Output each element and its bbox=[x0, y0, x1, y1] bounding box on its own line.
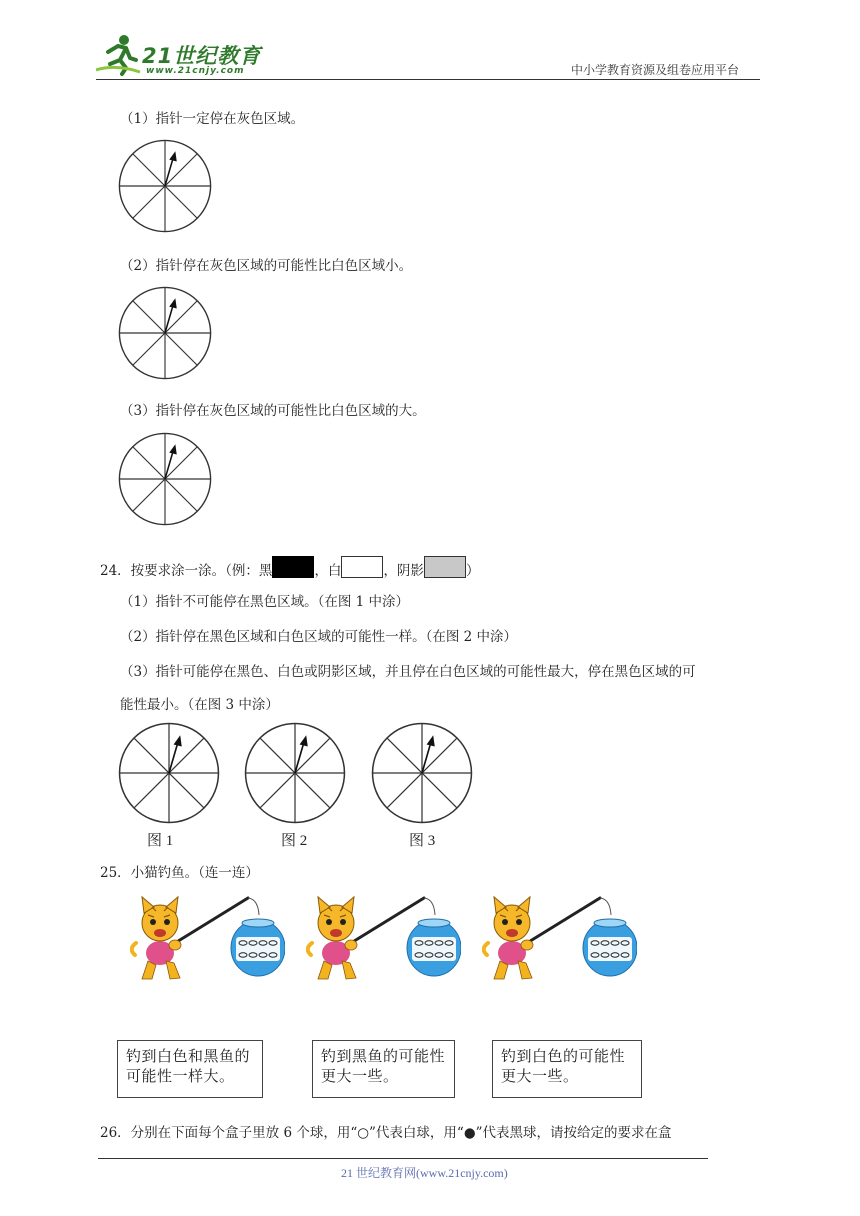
cat-fishing-illustration-2 bbox=[306, 893, 461, 983]
footer-text: 21 世纪教育网(www.21cnjy.com) bbox=[341, 1166, 508, 1180]
q24-stem bbox=[100, 556, 479, 579]
figure-caption-3: 图 3 bbox=[409, 833, 436, 849]
q24-sep-white: ，白 bbox=[314, 563, 342, 579]
answer-box-2-line-1: 钓到黑鱼的可能性 bbox=[321, 1047, 446, 1065]
answer-box-3[interactable] bbox=[492, 1040, 642, 1098]
q23-item-1: （1）指针一定停在灰色区域。 bbox=[120, 111, 305, 127]
spinner-q23-2 bbox=[118, 286, 212, 380]
runner-logo-icon bbox=[96, 34, 142, 76]
spinner-q23-3 bbox=[118, 432, 212, 526]
q24-sep-shade: ，阴影 bbox=[383, 563, 424, 579]
logo-url: www.21cnjy.com bbox=[146, 66, 245, 76]
logo-text: 21世纪教育 bbox=[142, 44, 262, 68]
answer-box-1[interactable] bbox=[117, 1040, 263, 1098]
answer-box-3-line-2: 更大一些。 bbox=[501, 1067, 579, 1085]
answer-box-3-line-1: 钓到白色的可能性 bbox=[501, 1047, 626, 1065]
q23-item-2: （2）指针停在灰色区域的可能性比白色区域小。 bbox=[120, 258, 413, 274]
cat-fishing-illustration-3 bbox=[482, 893, 637, 983]
figure-caption-2: 图 2 bbox=[281, 833, 308, 849]
q24-item-2: （2）指针停在黑色区域和白色区域的可能性一样。（在图 2 中涂） bbox=[120, 629, 518, 645]
cat-fishing-illustration-1 bbox=[130, 893, 285, 983]
header bbox=[0, 0, 860, 82]
q24-stem-prefix: 24．按要求涂一涂。（例：黑 bbox=[100, 563, 273, 579]
shade-swatch bbox=[424, 556, 466, 578]
q24-item-1: （1）指针不可能停在黑色区域。（在图 1 中涂） bbox=[120, 594, 410, 610]
spinner-figure-1 bbox=[118, 722, 220, 824]
spinner-q23-1 bbox=[118, 139, 212, 233]
spinner-figure-2 bbox=[244, 722, 346, 824]
footer-rule bbox=[98, 1158, 708, 1159]
q24-item-3-line-2: 能性最小。（在图 3 中涂） bbox=[120, 697, 279, 713]
white-swatch bbox=[341, 556, 383, 578]
q23-item-3: （3）指针停在灰色区域的可能性比白色区域的大。 bbox=[120, 403, 426, 419]
answer-box-2[interactable] bbox=[312, 1040, 455, 1098]
answer-box-1-line-1: 钓到白色和黑鱼的 bbox=[126, 1047, 251, 1065]
answer-box-2-line-2: 更大一些。 bbox=[321, 1067, 399, 1085]
q24-item-3-line-1: （3）指针可能停在黑色、白色或阴影区域，并且停在白色区域的可能性最大，停在黑色区域的可 bbox=[120, 664, 696, 680]
platform-label: 中小学教育资源及组卷应用平台 bbox=[571, 63, 740, 77]
answer-box-1-line-2: 可能性一样大。 bbox=[126, 1067, 235, 1085]
header-rule bbox=[96, 79, 760, 80]
q24-stem-close: ） bbox=[465, 563, 480, 579]
figure-caption-1: 图 1 bbox=[147, 833, 174, 849]
spinner-figure-3 bbox=[371, 722, 473, 824]
q26-stem: 26．分别在下面每个盒子里放 6 个球，用“○”代表白球，用“●”代表黑球，请按给定的要求在盒 bbox=[100, 1125, 672, 1141]
q25-stem: 25．小猫钓鱼。（连一连） bbox=[100, 865, 259, 881]
black-swatch bbox=[272, 556, 314, 578]
